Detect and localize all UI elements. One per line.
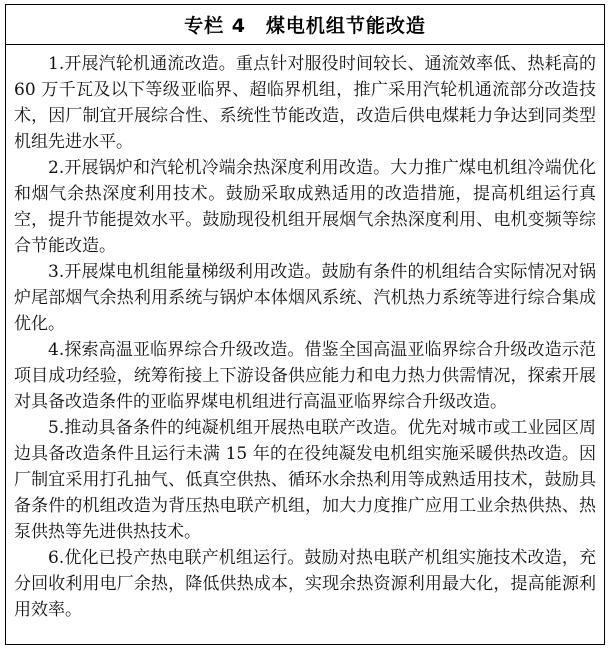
paragraph-1: 1.开展汽轮机通流改造。重点针对服役时间较长、通流效率低、热耗高的 60 万千瓦及以下等级亚临界、超临界机组，推广采用汽轮机通流部分改造技术，因厂制宜开展综合性、系统性节能改造，改造后供电煤耗力争达到同类型机组先进水平。 bbox=[14, 54, 596, 152]
paragraph-2: 2.开展锅炉和汽轮机冷端余热深度利用改造。大力推广煤电机组冷端优化和烟气余热深度利用技术。鼓励采取成熟适用的改造措施，提高机组运行真空，提升节能提效水平。鼓励现役机组开展烟气余热深度利用、电机变频等综合节能改造。 bbox=[14, 158, 596, 256]
paragraph-3: 3.开展煤电机组能量梯级利用改造。鼓励有条件的机组结合实际情况对锅炉尾部烟气余热利用系统与锅炉本体烟风系统、汽机热力系统等进行综合集成优化。 bbox=[14, 262, 596, 334]
box-body bbox=[6, 45, 604, 644]
box-title: 专栏 4 煤电机组节能改造 bbox=[6, 5, 604, 45]
callout-box-column-4 bbox=[5, 4, 605, 645]
paragraph-5: 5.推动具备条件的纯凝机组开展热电联产改造。优先对城市或工业园区周边具备改造条件且运行未满 15 年的在役纯凝发电机组实施采暖供热改造。因厂制宜采用打孔抽气、低真空供热、循环水余热利用等成熟适用技术，鼓励具备条件的机组改造为背压热电联产机组，加大力度推广应用工业余热供热、热泵供热等先进供热技术。 bbox=[14, 418, 596, 542]
paragraph-6: 6.优化已投产热电联产机组运行。鼓励对热电联产机组实施技术改造，充分回收利用电厂余热，降低供热成本，实现余热资源利用最大化，提高能源利用效率。 bbox=[14, 548, 596, 620]
paragraph-4: 4.探索高温亚临界综合升级改造。借鉴全国高温亚临界综合升级改造示范项目成功经验，统筹衔接上下游设备供应能力和电力热力供需情况，探索开展对具备改造条件的亚临界煤电机组进行高温亚临界综合升级改造。 bbox=[14, 340, 596, 412]
